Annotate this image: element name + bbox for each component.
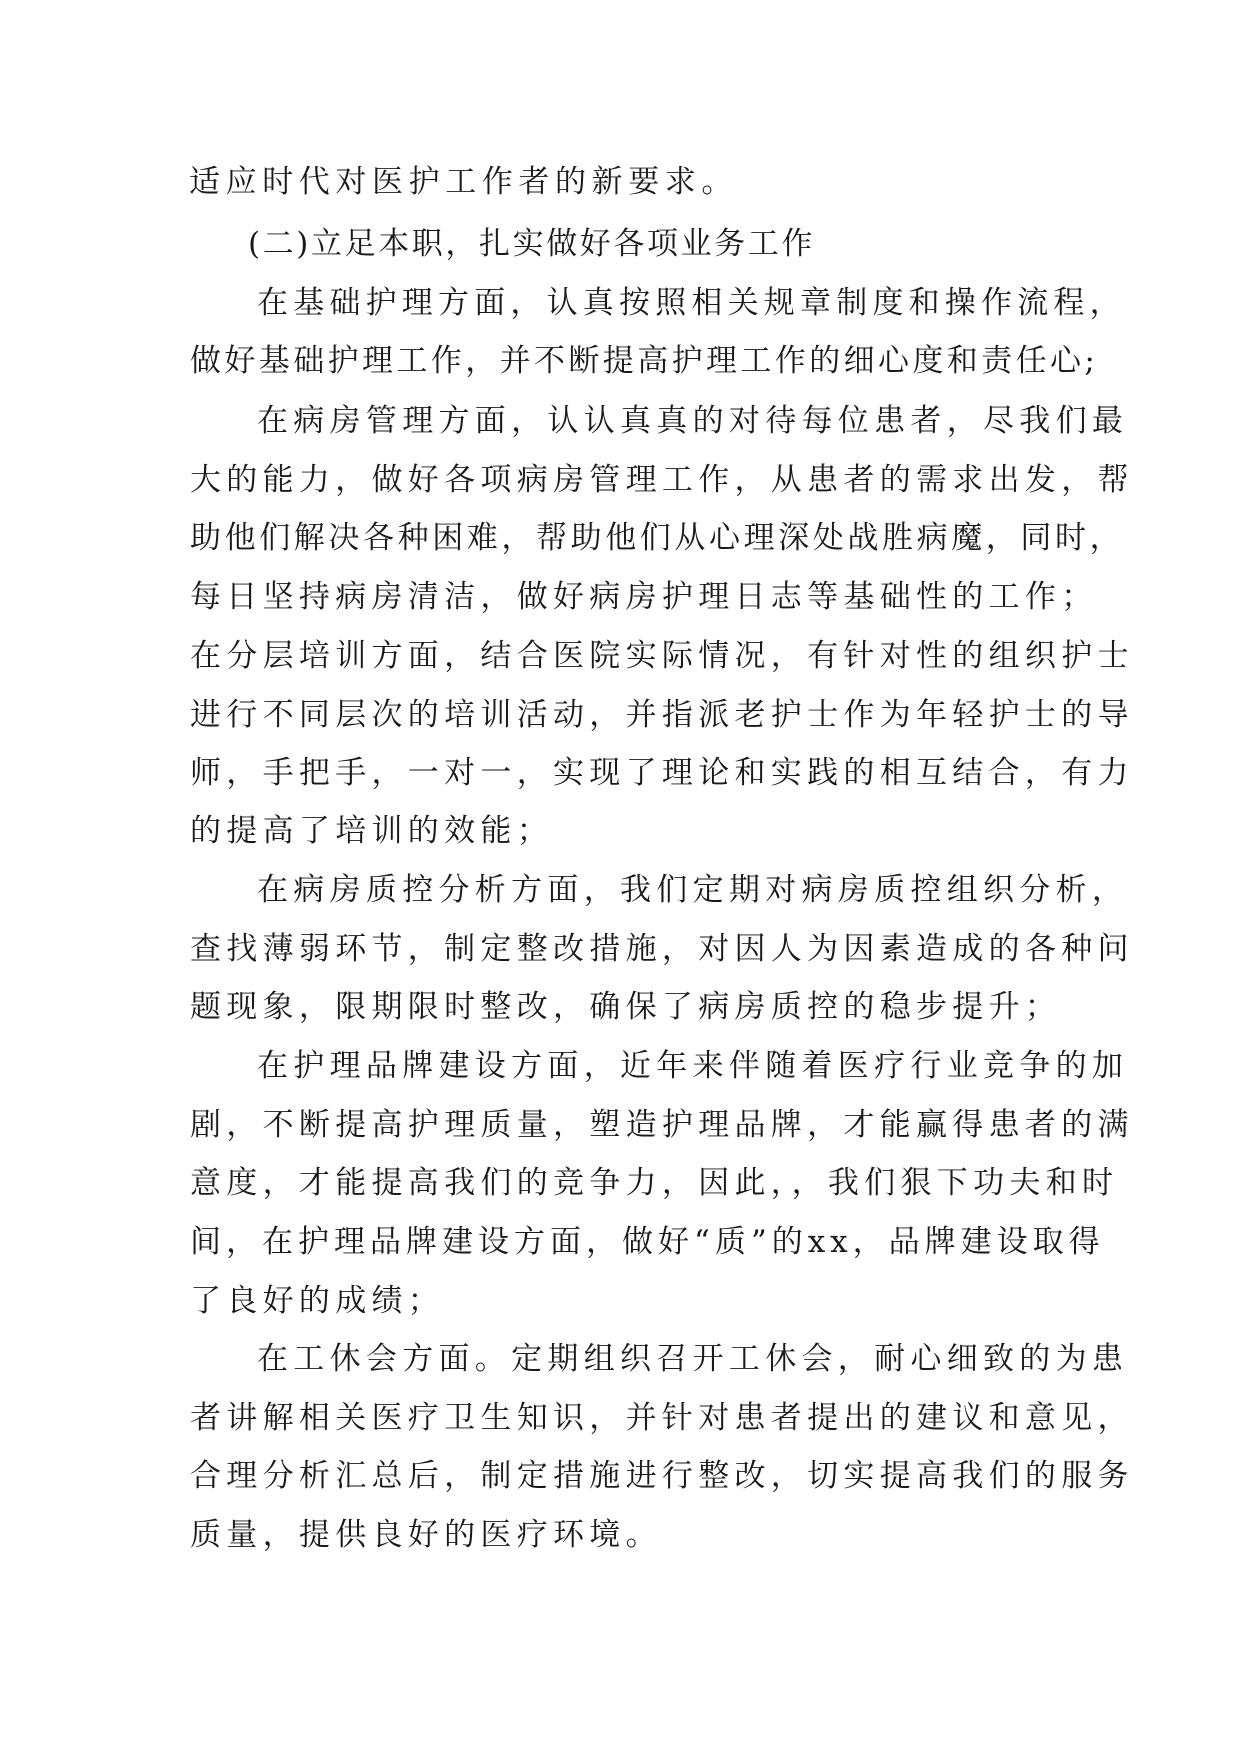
- paragraph-line: 在护理品牌建设方面，近年来伴随着医疗行业竞争的加: [257, 1048, 1129, 1084]
- paragraph-line: 助他们解决各种困难，帮助他们从心理深处战胜病魔，同时，: [190, 520, 1125, 556]
- paragraph-line: 在分层培训方面，结合医院实际情况，有针对性的组织护士: [190, 638, 1134, 674]
- paragraph-line: 了良好的成绩；: [190, 1283, 445, 1319]
- paragraph-line: 查找薄弱环节，制定整改措施，对因人为因素造成的各种问: [190, 931, 1134, 967]
- paragraph-line: 在基础护理方面，认真按照相关规章制度和操作流程，: [257, 285, 1126, 321]
- paragraph-line: 间，在护理品牌建设方面，做好“质”的xx，品牌建设取得: [190, 1224, 1105, 1260]
- paragraph-line: 剧，不断提高护理质量，塑造护理品牌，才能赢得患者的满: [190, 1107, 1134, 1143]
- section-heading: (二)立足本职，扎实做好各项业务工作: [248, 226, 815, 262]
- paragraph-line: 的提高了培训的效能；: [190, 813, 553, 849]
- paragraph-line: 师，手把手，一对一，实现了理论和实践的相互结合，有力: [190, 755, 1134, 791]
- paragraph-line: 合理分析汇总后，制定措施进行整改，切实提高我们的服务: [190, 1458, 1134, 1494]
- paragraph-line: 在工休会方面。定期组织召开工休会，耐心细致的为患: [257, 1341, 1129, 1377]
- paragraph-line: 意度，才能提高我们的竞争力，因此，，我们狠下功夫和时: [190, 1165, 1119, 1201]
- paragraph-line: 每日坚持病房清洁，做好病房护理日志等基础性的工作；: [190, 579, 1098, 615]
- paragraph-line: 题现象，限期限时整改，确保了病房质控的稳步提升；: [190, 989, 1062, 1025]
- paragraph-line: 大的能力，做好各项病房管理工作，从患者的需求出发，帮: [190, 462, 1134, 498]
- paragraph-line: 进行不同层次的培训活动，并指派老护士作为年轻护士的导: [190, 697, 1134, 733]
- paragraph-line: 适应时代对医护工作者的新要求。: [189, 164, 738, 200]
- paragraph-line: 在病房质控分析方面，我们定期对病房质控组织分析，: [257, 872, 1129, 908]
- paragraph-line: 质量，提供良好的医疗环境。: [190, 1517, 662, 1553]
- paragraph-line: 者讲解相关医疗卫生知识，并针对患者提出的建议和意见，: [190, 1400, 1134, 1436]
- paragraph-line: 做好基础护理工作，并不断提高护理工作的细心度和责任心;: [190, 343, 1099, 379]
- paragraph-line: 在病房管理方面，认认真真的对待每位患者，尽我们最: [257, 403, 1129, 439]
